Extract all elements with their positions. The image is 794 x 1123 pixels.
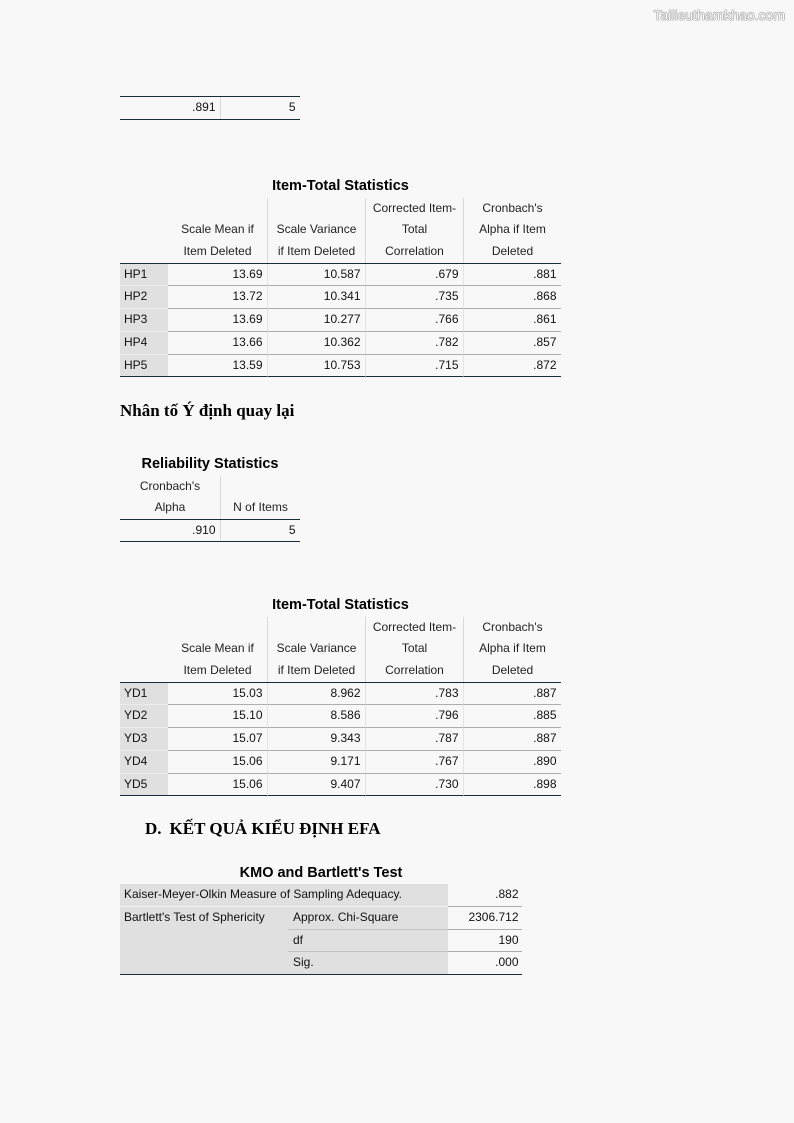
hp-item-total-table: [120, 176, 561, 377]
row-label: YD1: [120, 683, 168, 706]
table-title: KMO and Bartlett's Test: [239, 865, 403, 881]
table-row: [120, 355, 561, 378]
cell-scale-mean: 15.06: [168, 751, 267, 774]
cell-scale-variance: 10.587: [267, 264, 365, 287]
cell-scale-variance: 9.343: [267, 728, 365, 751]
cell-corrected-correlation: .730: [365, 774, 463, 797]
kmo-label: Kaiser-Meyer-Olkin Measure of Sampling Adequacy.: [120, 884, 448, 907]
efa-heading-number: D.: [145, 819, 162, 838]
row-label: YD5: [120, 774, 168, 797]
cell-corrected-correlation: .783: [365, 683, 463, 706]
cell-scale-variance: 10.341: [267, 286, 365, 309]
table-row: [120, 286, 561, 309]
cell-scale-mean: 15.03: [168, 683, 267, 706]
header-line: Corrected Item-: [372, 619, 457, 634]
cell-scale-mean: 13.72: [168, 286, 267, 309]
header-line: Deleted: [491, 243, 534, 258]
table-row: [120, 264, 561, 287]
bartlett-stat-label: Sig.: [288, 952, 448, 975]
cell-corrected-correlation: .787: [365, 728, 463, 751]
header-line: Alpha: [154, 500, 186, 514]
cell-corrected-correlation: .735: [365, 286, 463, 309]
bartlett-stat-label: Approx. Chi-Square: [288, 907, 448, 930]
cell-scale-mean: 15.10: [168, 705, 267, 728]
header-line: if Item Deleted: [277, 243, 356, 258]
cell-n-of-items: 5: [220, 520, 300, 542]
cell-alpha-if-deleted: .898: [463, 774, 561, 797]
cell-corrected-correlation: .715: [365, 355, 463, 378]
bartlett-stat-value: 190: [448, 930, 522, 953]
header-line: Corrected Item-: [372, 200, 457, 215]
cell-scale-mean: 15.06: [168, 774, 267, 797]
header-corrected-correlation: [365, 198, 463, 263]
cell-scale-mean: 13.69: [168, 309, 267, 332]
cell-corrected-correlation: .782: [365, 332, 463, 355]
section-heading: Nhân tố Ý định quay lại: [120, 401, 295, 420]
header-line: if Item Deleted: [277, 662, 356, 677]
table-row: [120, 751, 561, 774]
header-line: Correlation: [385, 662, 444, 677]
header-n-of-items: [220, 476, 300, 519]
cell-alpha-if-deleted: .881: [463, 264, 561, 287]
header-scale-variance: [267, 198, 365, 263]
header-corner: [120, 198, 168, 263]
header-line: Cronbach's: [482, 619, 543, 634]
header-line: Total: [401, 222, 428, 236]
bartlett-label: Bartlett's Test of Sphericity: [120, 907, 288, 975]
yd-reliability-table: [120, 453, 300, 542]
cell-alpha-if-deleted: .857: [463, 332, 561, 355]
header-line: Item Deleted: [183, 243, 252, 258]
table-title: Reliability Statistics: [141, 456, 279, 472]
header-cronbach-alpha: [120, 476, 220, 519]
cell-scale-variance: 8.586: [267, 705, 365, 728]
cell-scale-mean: 13.59: [168, 355, 267, 378]
table-title: Item-Total Statistics: [272, 178, 409, 194]
header-line: Total: [401, 641, 428, 655]
cell-scale-mean: 13.66: [168, 332, 267, 355]
cell-alpha-if-deleted: .887: [463, 683, 561, 706]
header-line: Item Deleted: [183, 662, 252, 677]
cell-scale-variance: 10.277: [267, 309, 365, 332]
cell-corrected-correlation: .767: [365, 751, 463, 774]
header-line: Scale Variance: [276, 641, 357, 655]
table-row: [120, 728, 561, 751]
row-label: YD3: [120, 728, 168, 751]
kmo-grid: [120, 884, 522, 975]
cell-alpha-if-deleted: .861: [463, 309, 561, 332]
header-line: Scale Mean if: [181, 222, 254, 236]
cell-alpha-if-deleted: .872: [463, 355, 561, 378]
table-row: [120, 96, 300, 120]
header-line: Cronbach's: [139, 479, 201, 493]
header-line: Alpha if Item: [479, 222, 546, 236]
kmo-value: .882: [448, 884, 522, 907]
bartlett-stat-label: df: [288, 930, 448, 953]
cell-corrected-correlation: .796: [365, 705, 463, 728]
cell-scale-mean: 13.69: [168, 264, 267, 287]
cell-scale-variance: 9.171: [267, 751, 365, 774]
cell-corrected-correlation: .679: [365, 264, 463, 287]
bartlett-stat-value: 2306.712: [448, 907, 522, 930]
table-header: [120, 475, 300, 520]
cell-scale-variance: 9.407: [267, 774, 365, 797]
cell-alpha-if-deleted: .887: [463, 728, 561, 751]
header-line: Cronbach's: [482, 200, 543, 215]
cell-scale-mean: 15.07: [168, 728, 267, 751]
row-label: HP5: [120, 355, 168, 378]
cell-scale-variance: 10.362: [267, 332, 365, 355]
efa-heading: [145, 818, 381, 840]
cell-cronbach-alpha: .910: [192, 522, 216, 537]
header-corner: [120, 617, 168, 682]
row-label: YD4: [120, 751, 168, 774]
header-line: N of Items: [233, 500, 288, 514]
row-label: HP4: [120, 332, 168, 355]
row-label: HP1: [120, 264, 168, 287]
header-line: Deleted: [491, 662, 534, 677]
table-row: [120, 705, 561, 728]
header-corrected-correlation: [365, 617, 463, 682]
cell-scale-variance: 8.962: [267, 683, 365, 706]
watermark-text: Tailieuthamkhao.com: [653, 7, 785, 23]
header-line: Correlation: [385, 243, 444, 258]
cell-alpha-if-deleted: .885: [463, 705, 561, 728]
header-line: Scale Variance: [276, 222, 357, 236]
table-row: [120, 332, 561, 355]
table-row: [120, 774, 561, 797]
header-alpha-if-deleted: [463, 198, 561, 263]
cell-cronbach-alpha: .891: [192, 100, 216, 114]
cell-alpha-if-deleted: .890: [463, 751, 561, 774]
header-alpha-if-deleted: [463, 617, 561, 682]
efa-heading-text: KẾT QUẢ KIỂU ĐỊNH EFA: [169, 819, 381, 838]
cell-n-of-items: 5: [220, 97, 300, 119]
table-row: [120, 520, 300, 543]
header-line: Scale Mean if: [181, 641, 254, 655]
yd-item-total-table: [120, 595, 561, 796]
header-scale-variance: [267, 617, 365, 682]
header-scale-mean: [168, 198, 267, 263]
bartlett-stat-value: .000: [448, 952, 522, 975]
table-header: [120, 615, 561, 683]
row-label: YD2: [120, 705, 168, 728]
cell-scale-variance: 10.753: [267, 355, 365, 378]
table-row: [120, 309, 561, 332]
prev-reliability-table: [120, 96, 300, 120]
header-line: Alpha if Item: [479, 641, 546, 655]
table-title: Item-Total Statistics: [272, 597, 409, 613]
table-header: [120, 196, 561, 264]
row-label: HP2: [120, 286, 168, 309]
cell-corrected-correlation: .766: [365, 309, 463, 332]
cell-alpha-if-deleted: .868: [463, 286, 561, 309]
table-row: [120, 683, 561, 706]
kmo-bartlett-table: [120, 862, 522, 975]
header-scale-mean: [168, 617, 267, 682]
row-label: HP3: [120, 309, 168, 332]
